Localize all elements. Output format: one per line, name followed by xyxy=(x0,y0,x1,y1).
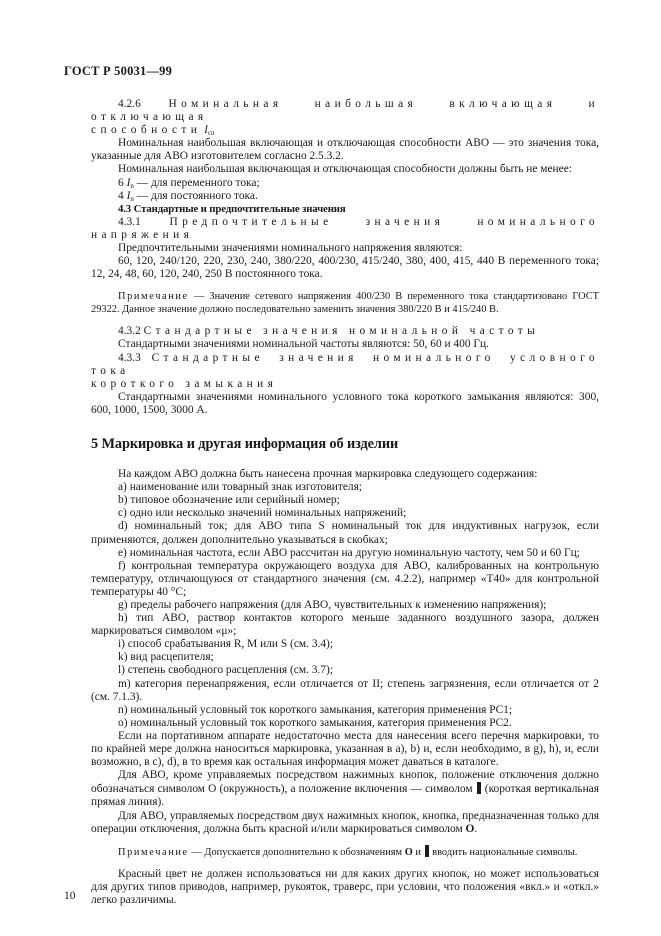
clause-4-3-3-title: 4.3.3 Стандартные значения номинального условного тока xyxy=(91,351,599,377)
clause-number: 4.2.6 xyxy=(118,98,141,110)
paragraph: 60, 120, 240/120, 220, 230, 240, 380/220, 400/230, 415/240, 380, 400, 415, 440 В переменного тока; 12, 24, 48, 60, 120, 240, 250 В постоянного тока. xyxy=(91,255,599,281)
section-heading-5: 5 Маркировка и другая информация об изделии xyxy=(91,435,399,452)
paragraph: Красный цвет не должен использоваться ни для каких других кнопок, но может использоваться для других типов приводов, например, рукояток, траверс, при условии, что положения «вкл.» и «откл.» легко различимы. xyxy=(91,867,599,906)
marking-list-item: d) номинальный ток; для АВО типа S номинальный ток для индуктивных нагрузок, если применяются, должен дополнительно указываться в скобках; xyxy=(91,520,599,546)
marking-list-item: n) номинальный условный ток короткого замыкания, категория применения PC1; xyxy=(118,703,513,716)
clause-title: Номинальная наибольшая включающая и отключающая xyxy=(91,98,599,124)
paragraph: Для АВО, управляемых посредством двух нажимных кнопок, кнопка, предназначенная только для операции отключения, должна быть красной и/или маркироваться символом O. xyxy=(91,809,599,835)
section-heading-4-3: 4.3 Стандартные и предпочтительные значения xyxy=(118,202,346,215)
note-label: Примечание xyxy=(118,291,189,303)
marking-list-item: f) контрольная температура окружающего воздуха для АВО, калиброванных на контрольную температуру, отличающуюся от стандартного значения (см. 4.2.2), например «T40» для контрольной температуры 40 °C; xyxy=(91,559,599,598)
paragraph: Номинальная наибольшая включающая и отключающая способности должны быть не менее: xyxy=(118,163,572,176)
paragraph: Если на портативном аппарате недостаточно места для нанесения всего перечня маркировки, то по крайней мере должна наноситься маркировка, указанная в a), b) и, если необходимо, в g), h), и, если возможно, в c), d), в то время как остальная информация может даваться в каталоге. xyxy=(91,729,599,769)
marking-list xyxy=(91,481,599,730)
marking-list-item: k) вид расцепителя; xyxy=(118,651,214,664)
paragraph: Предпочтительными значениями номинального напряжения являются: xyxy=(118,242,463,255)
note-label: Примечание xyxy=(118,846,189,858)
symbol-icn: I xyxy=(204,124,208,137)
clause-4-3-1-title: 4.3.1 Предпочтительные значения номинального напряжения xyxy=(91,215,599,241)
paragraph: На каждом АВО должна быть нанесена прочная маркировка следующего содержания: xyxy=(118,468,538,481)
paragraph: Номинальная наибольшая включающая и отключающая способности АВО — это значения тока, указанные для АВО изготовителем согласно 2.5.3.2. xyxy=(91,137,599,163)
marking-list-item: o) номинальный условный ток короткого замыкания, категория применения PC2. xyxy=(118,716,512,729)
vertical-line-symbol-icon xyxy=(477,782,481,794)
note: Примечание — Допускается дополнительно к обозначениям O и вводить национальные символы. xyxy=(118,846,578,858)
marking-list-item: e) номинальная частота, если АВО рассчитан на другую номинальную частоту, чем 50 и 60 Гц; xyxy=(118,546,580,559)
document-body xyxy=(91,98,599,907)
marking-list-item: h) тип АВО, раствор контактов которого меньше заданного воздушного зазора, должен маркироваться символом «μ»; xyxy=(91,612,599,638)
marking-list-item: i) способ срабатывания R, M или S (см. 3.4); xyxy=(118,638,334,651)
paragraph: Стандартными значениями номинальной частоты являются: 50, 60 и 400 Гц. xyxy=(118,338,489,351)
clause-4-3-2-title: 4.3.2 Стандартные значения номинальной частоты xyxy=(118,325,540,338)
document-header: ГОСТ Р 50031—99 xyxy=(64,64,173,78)
marking-list-item: m) категория перенапряжения, если отличается от II; степень загрязнения, если отличается от 2 (см. 7.1.3). xyxy=(91,677,599,703)
paragraph: Стандартными значениями номинального условного тока короткого замыкания являются: 300, 600, 1000, 1500, 3000 А. xyxy=(91,390,599,416)
page-number: 10 xyxy=(64,890,76,902)
note: Примечание — Значение сетевого напряжения 400/230 В переменного тока стандартизовано ГОСТ 29322. Данное значение должно последовательно заменить значения 380/220 В и 415/240 В. xyxy=(91,291,599,316)
marking-list-item: c) одно или несколько значений номинальных напряжений; xyxy=(118,507,407,520)
marking-list-item: b) типовое обозначение или серийный номер; xyxy=(118,494,340,507)
list-item: 6 $I_n$ — для переменного тока; xyxy=(118,176,260,190)
marking-list-item: a) наименование или товарный знак изготовителя; xyxy=(118,481,362,494)
marking-list-item: l) степень свободного расцепления (см. 3.7); xyxy=(118,664,333,677)
list-item: 4 $I_n$ — для постоянного тока. xyxy=(118,189,258,203)
paragraph: Для АВО, кроме управляемых посредством нажимных кнопок, положение отключения должно обозначаться символом O (окружность), а положение включения — символом (короткая вертикальная прямая линия). xyxy=(91,769,599,809)
vertical-line-symbol-icon xyxy=(425,845,429,857)
clause-4-2-6-title-cont: способности $I_{cn}$ xyxy=(91,124,215,138)
marking-list-item: g) пределы рабочего напряжения (для АВО, чувствительных к изменению напряжения); xyxy=(118,599,547,611)
clause-4-3-3-title-cont: короткого замыкания xyxy=(91,377,278,390)
clause-4-2-6-title xyxy=(91,98,599,124)
